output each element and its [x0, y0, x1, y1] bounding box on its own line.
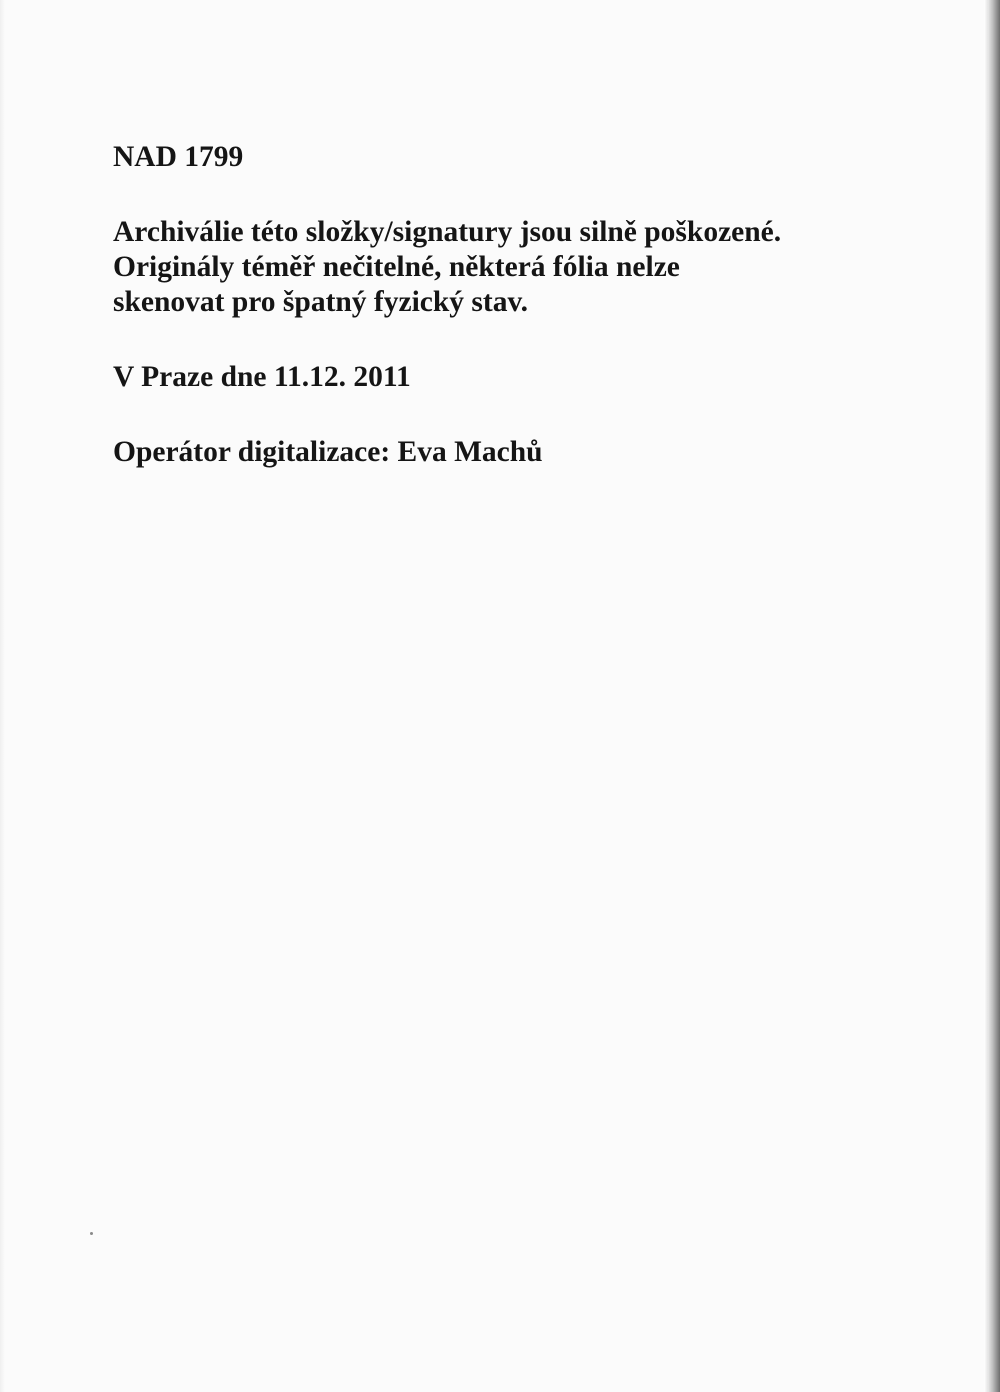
spacer — [113, 395, 893, 435]
document-body — [113, 140, 893, 470]
page-left-edge — [0, 0, 5, 1392]
paragraph-line-3: skenovat pro špatný fyzický stav. — [113, 286, 528, 318]
scan-speck — [90, 1232, 93, 1235]
document-heading: NAD 1799 — [113, 141, 244, 173]
operator-line: Operátor digitalizace: Eva Machů — [113, 436, 543, 468]
paragraph-line-2: Originály téměř nečitelné, některá fólia nelze — [113, 251, 680, 283]
page-right-edge — [988, 0, 1000, 1392]
spacer — [113, 320, 893, 360]
paragraph-line-1: Archiválie této složky/signatury jsou silně poškozené. — [113, 216, 782, 248]
place-date: V Praze dne 11.12. 2011 — [113, 361, 411, 393]
spacer — [113, 175, 893, 215]
